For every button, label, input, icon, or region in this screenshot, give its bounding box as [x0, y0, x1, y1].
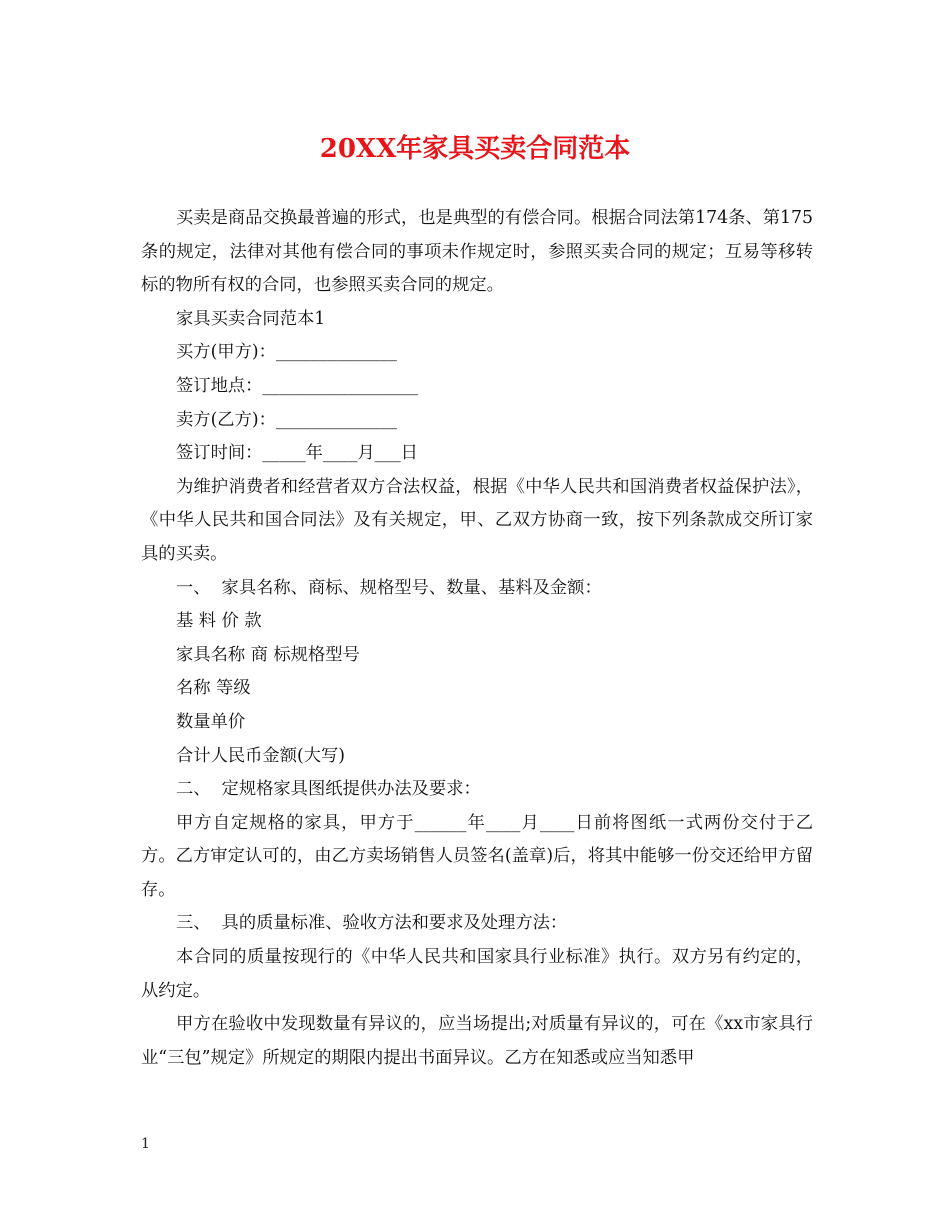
section-3-paragraph: 甲方在验收中发现数量有异议的，应当场提出;对质量有异议的，可在《xx市家具行业“三包”规定》所规定的期限内提出书面异议。乙方在知悉或应当知悉甲	[141, 1014, 813, 1068]
signing-date-field: 签订时间：_____年____月___日	[176, 443, 418, 464]
table-row: 基 料 价 款	[176, 611, 262, 632]
contract-sample-heading: 家具买卖合同范本1	[176, 308, 326, 329]
section-3-paragraph: 本合同的质量按现行的《中华人民共和国家具行业标准》执行。双方另有约定的，从约定。	[141, 947, 813, 1001]
intro-paragraph: 买卖是商品交换最普遍的形式，也是典型的有偿合同。根据合同法第174条、第175条的规定，法律对其他有偿合同的事项未作规定时，参照买卖合同的规定；互易等移转标的物所有权的合同，也参照买卖合同的规定。	[141, 208, 813, 296]
table-row: 家具名称 商 标规格型号	[176, 644, 360, 665]
table-row: 名称 等级	[176, 678, 251, 699]
page-number: 1	[141, 1136, 150, 1152]
section-1-heading: 一、 家具名称、商标、规格型号、数量、基料及金额：	[176, 577, 602, 598]
document-body	[141, 202, 813, 1075]
document-title: 20XX年家具买卖合同范本	[319, 134, 631, 164]
preamble-paragraph: 为维护消费者和经营者双方合法权益，根据《中华人民共和国消费者权益保护法》，《中华人民共和国合同法》及有关规定，甲、乙双方协商一致，按下列条款成交所订家具的买卖。	[141, 476, 813, 564]
section-2-paragraph: 甲方自定规格的家具，甲方于______年____月____日前将图纸一式两份交付于乙方。乙方审定认可的，由乙方卖场销售人员签名(盖章)后，将其中能够一份交还给甲方留存。	[141, 812, 813, 900]
seller-field: 卖方(乙方)：______________	[176, 409, 397, 430]
buyer-field: 买方(甲方)：______________	[176, 342, 397, 363]
table-row: 数量单价	[176, 711, 246, 732]
section-2-heading: 二、 定规格家具图纸提供办法及要求：	[176, 779, 481, 800]
signing-place-field: 签订地点：__________________	[176, 375, 418, 396]
section-3-heading: 三、 具的质量标准、验收方法和要求及处理方法：	[176, 913, 568, 934]
table-row: 合计人民币金额(大写)	[176, 745, 346, 766]
